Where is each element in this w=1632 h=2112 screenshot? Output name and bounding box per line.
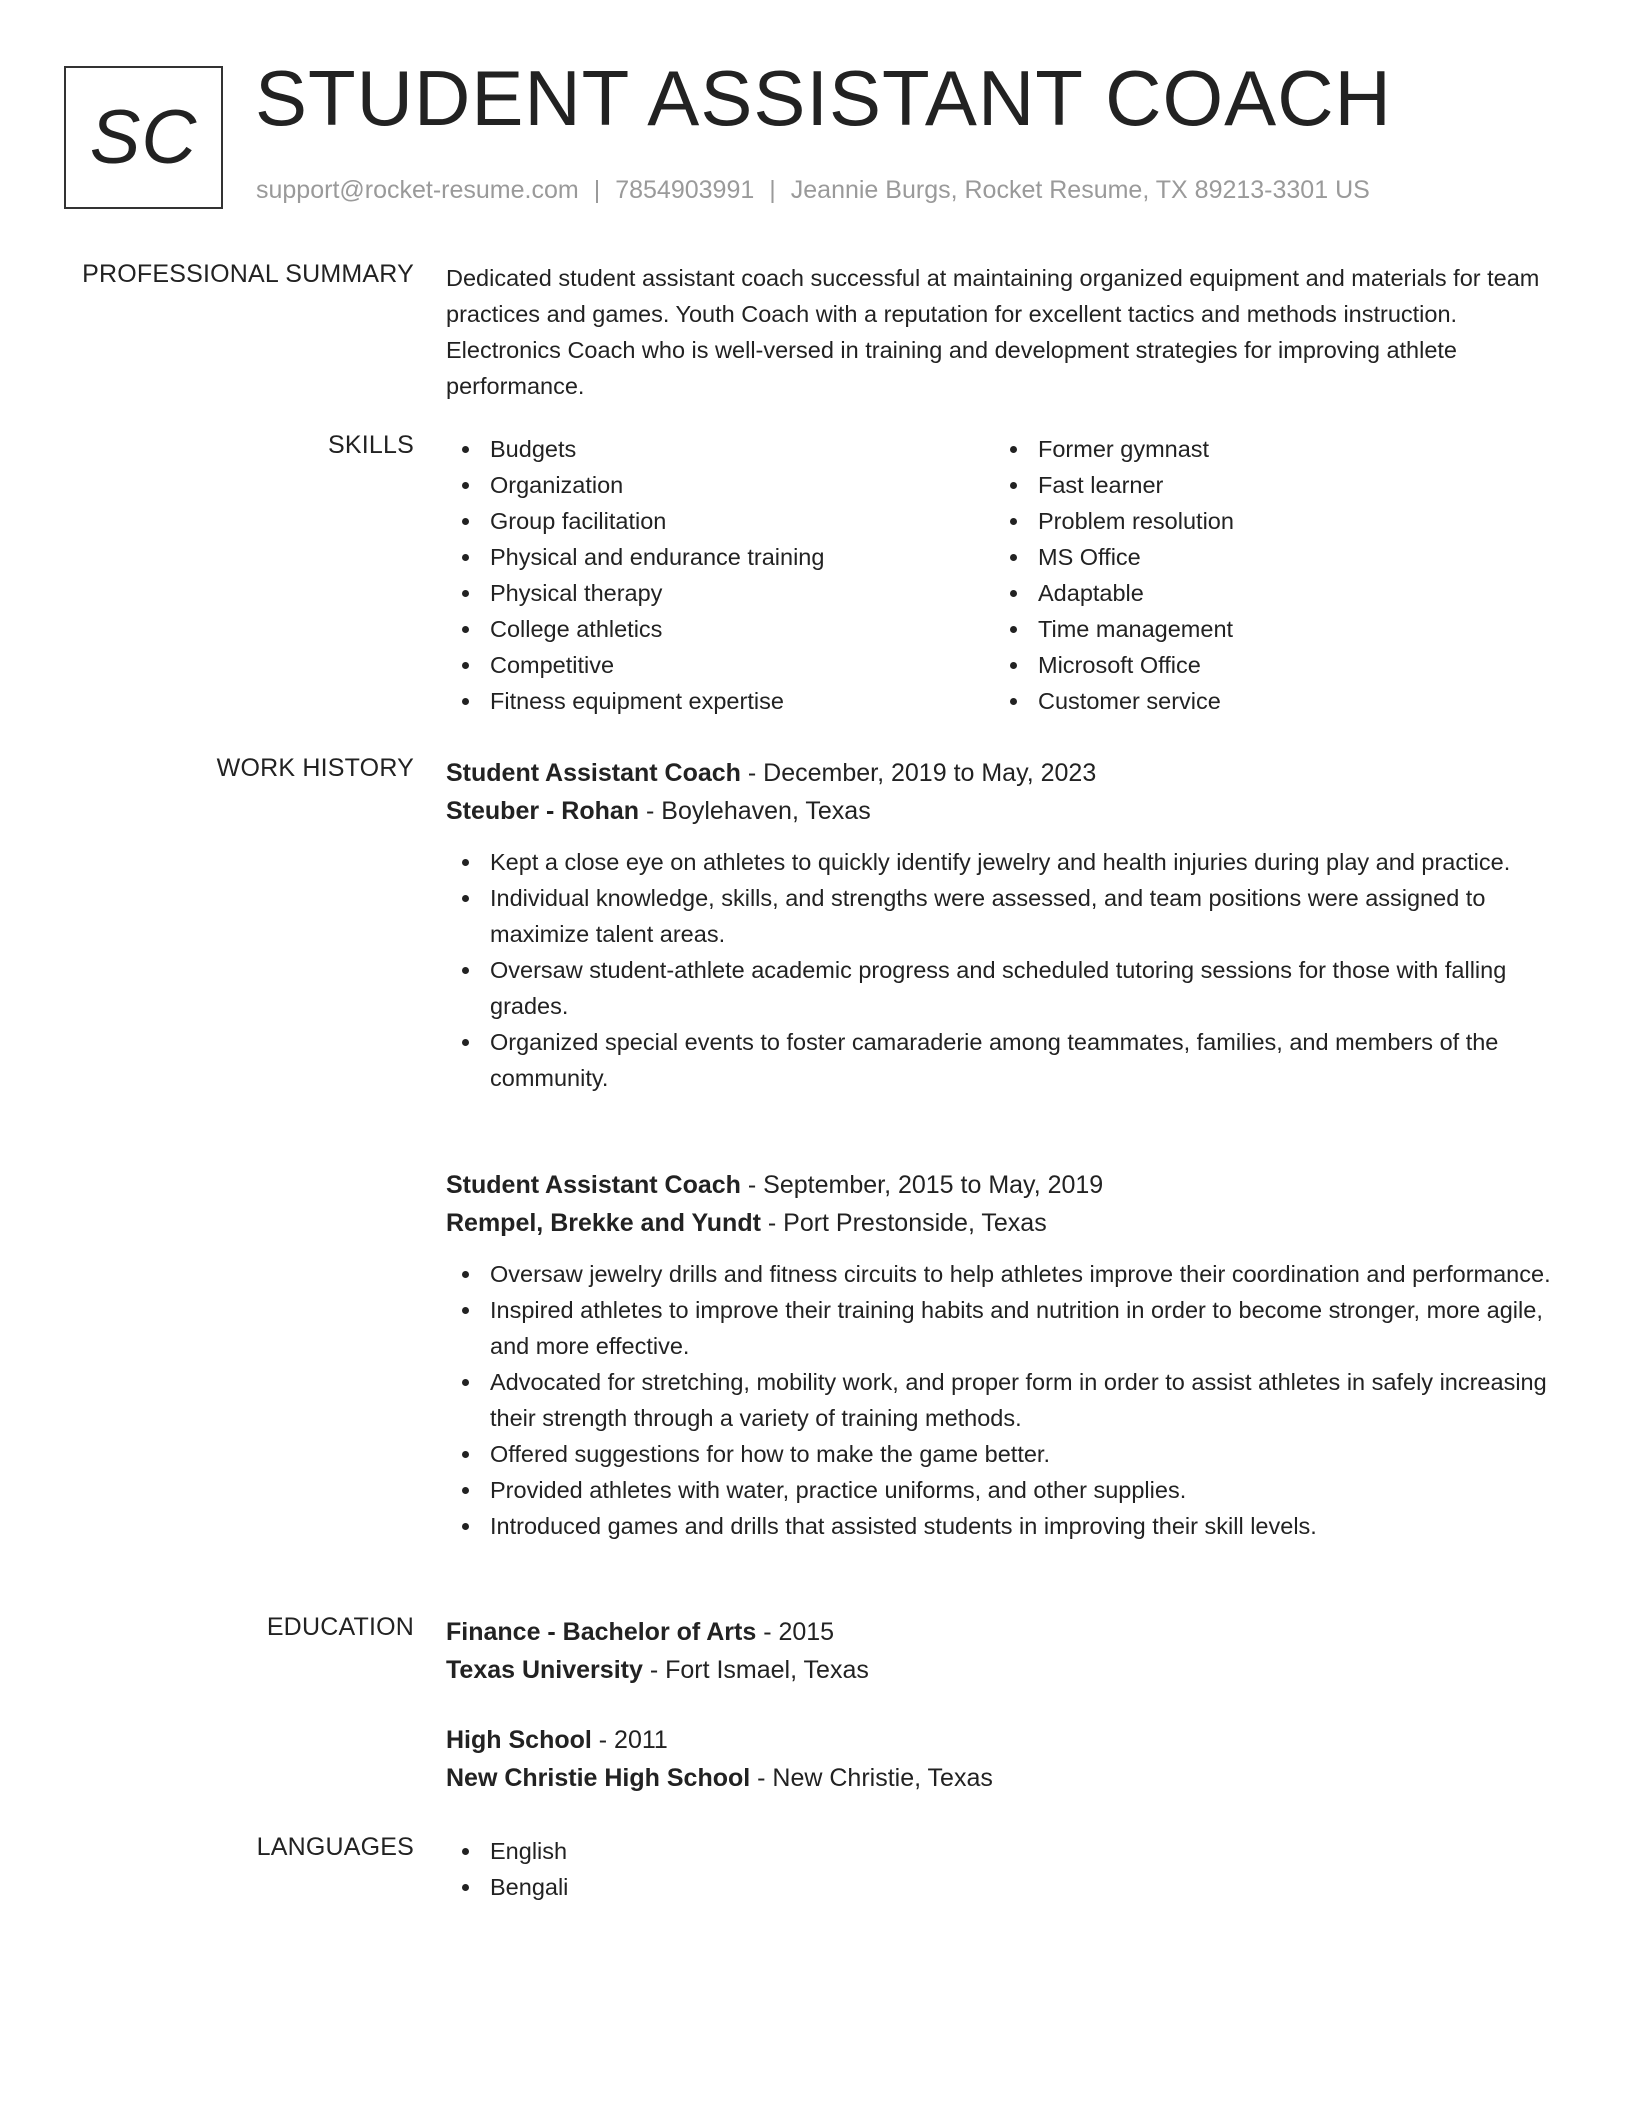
education-body	[446, 1613, 1562, 1792]
language-item: English	[446, 1833, 1562, 1869]
skill-item: Physical and endurance training	[446, 539, 994, 575]
job-bullet: Oversaw student-athlete academic progress and scheduled tutoring sessions for those with falling grades.	[446, 952, 1562, 1024]
education-school-line	[446, 1759, 1562, 1797]
education-label: EDUCATION	[266, 1613, 414, 1641]
languages-list	[446, 1833, 1562, 1905]
summary-label: PROFESSIONAL SUMMARY	[82, 260, 414, 288]
education-degree: High School	[446, 1726, 592, 1754]
education-entry	[446, 1613, 1562, 1689]
monogram-box	[64, 66, 223, 209]
job-company-line	[446, 792, 1562, 830]
skill-item: Time management	[994, 611, 1542, 647]
contact-separator: |	[593, 176, 601, 204]
skills-grid	[446, 431, 1562, 719]
job-bullet: Advocated for stretching, mobility work, and proper form in order to assist athletes in safely increasing their strength through a variety of training methods.	[446, 1364, 1562, 1436]
skill-item: Problem resolution	[994, 503, 1542, 539]
skill-item: Group facilitation	[446, 503, 994, 539]
education-degree-line	[446, 1721, 1562, 1759]
skill-item: Physical therapy	[446, 575, 994, 611]
job-entry	[446, 754, 1562, 1096]
job-location: - Boylehaven, Texas	[639, 797, 871, 825]
job-dates: - September, 2015 to May, 2019	[740, 1171, 1104, 1199]
education-school: New Christie High School	[446, 1764, 751, 1792]
skills-body	[446, 431, 1562, 719]
skill-item: Competitive	[446, 647, 994, 683]
education-location: - New Christie, Texas	[750, 1764, 993, 1792]
job-entry	[446, 1166, 1562, 1544]
skill-item: Organization	[446, 467, 994, 503]
job-title: Student Assistant Coach	[446, 759, 741, 787]
job-company: Steuber - Rohan	[446, 797, 640, 825]
job-dates: - December, 2019 to May, 2023	[740, 759, 1097, 787]
skill-item: MS Office	[994, 539, 1542, 575]
skill-item: Customer service	[994, 683, 1542, 719]
education-year: - 2015	[756, 1618, 835, 1646]
education-degree-line	[446, 1613, 1562, 1651]
skills-left-column	[446, 431, 994, 719]
job-bullet: Inspired athletes to improve their training habits and nutrition in order to become stronger, more agile, and more effective.	[446, 1292, 1562, 1364]
skill-item: Former gymnast	[994, 431, 1542, 467]
skills-label: SKILLS	[328, 431, 414, 459]
job-location: - Port Prestonside, Texas	[760, 1209, 1047, 1237]
skill-item: Microsoft Office	[994, 647, 1542, 683]
job-title: Student Assistant Coach	[446, 1171, 741, 1199]
job-bullets	[446, 1256, 1562, 1544]
contact-email[interactable]: support@rocket-resume.com	[256, 176, 579, 204]
education-school: Texas University	[446, 1656, 643, 1684]
skills-right-column	[994, 431, 1542, 719]
languages-label: LANGUAGES	[256, 1833, 414, 1861]
job-bullet: Individual knowledge, skills, and strengths were assessed, and team positions were assigned to maximize talent areas.	[446, 880, 1562, 952]
contact-line	[256, 176, 1370, 205]
skill-item: Fast learner	[994, 467, 1542, 503]
job-bullet: Kept a close eye on athletes to quickly identify jewelry and health injuries during play and practice.	[446, 844, 1562, 880]
job-title-line	[446, 754, 1562, 792]
job-bullet: Oversaw jewelry drills and fitness circuits to help athletes improve their coordination and performance.	[446, 1256, 1562, 1292]
summary-text: Dedicated student assistant coach successful at maintaining organized equipment and materials for team practices and games. Youth Coach with a reputation for excellent tactics and methods instruction. Electronics Coach who is well-versed in training and development strategies for improving athlete performance.	[446, 265, 1540, 399]
education-year: - 2011	[591, 1726, 668, 1754]
job-bullet: Organized special events to foster camaraderie among teammates, families, and members of the community.	[446, 1024, 1562, 1096]
work-history-label: WORK HISTORY	[216, 754, 414, 782]
education-entry	[446, 1721, 1562, 1797]
skill-item: Adaptable	[994, 575, 1542, 611]
contact-phone[interactable]: 7854903991	[615, 176, 755, 204]
language-item: Bengali	[446, 1869, 1562, 1905]
languages-body	[446, 1833, 1562, 1905]
job-company: Rempel, Brekke and Yundt	[446, 1209, 761, 1237]
job-bullet: Offered suggestions for how to make the game better.	[446, 1436, 1562, 1472]
contact-address: Jeannie Burgs, Rocket Resume, TX 89213-3301 US	[790, 176, 1370, 204]
education-degree: Finance - Bachelor of Arts	[446, 1618, 757, 1646]
education-school-line	[446, 1651, 1562, 1689]
resume-title: STUDENT ASSISTANT COACH	[255, 54, 1392, 142]
job-company-line	[446, 1204, 1562, 1242]
job-bullet: Introduced games and drills that assisted students in improving their skill levels.	[446, 1508, 1562, 1544]
summary-body	[446, 260, 1562, 404]
contact-separator: |	[769, 176, 776, 204]
job-bullets	[446, 844, 1562, 1096]
education-location: - Fort Ismael, Texas	[642, 1656, 869, 1684]
job-bullet: Provided athletes with water, practice uniforms, and other supplies.	[446, 1472, 1562, 1508]
job-title-line	[446, 1166, 1562, 1204]
skill-item: College athletics	[446, 611, 994, 647]
monogram-initials: SC	[89, 95, 198, 180]
skill-item: Budgets	[446, 431, 994, 467]
skill-item: Fitness equipment expertise	[446, 683, 994, 719]
work-history-body	[446, 754, 1562, 1539]
